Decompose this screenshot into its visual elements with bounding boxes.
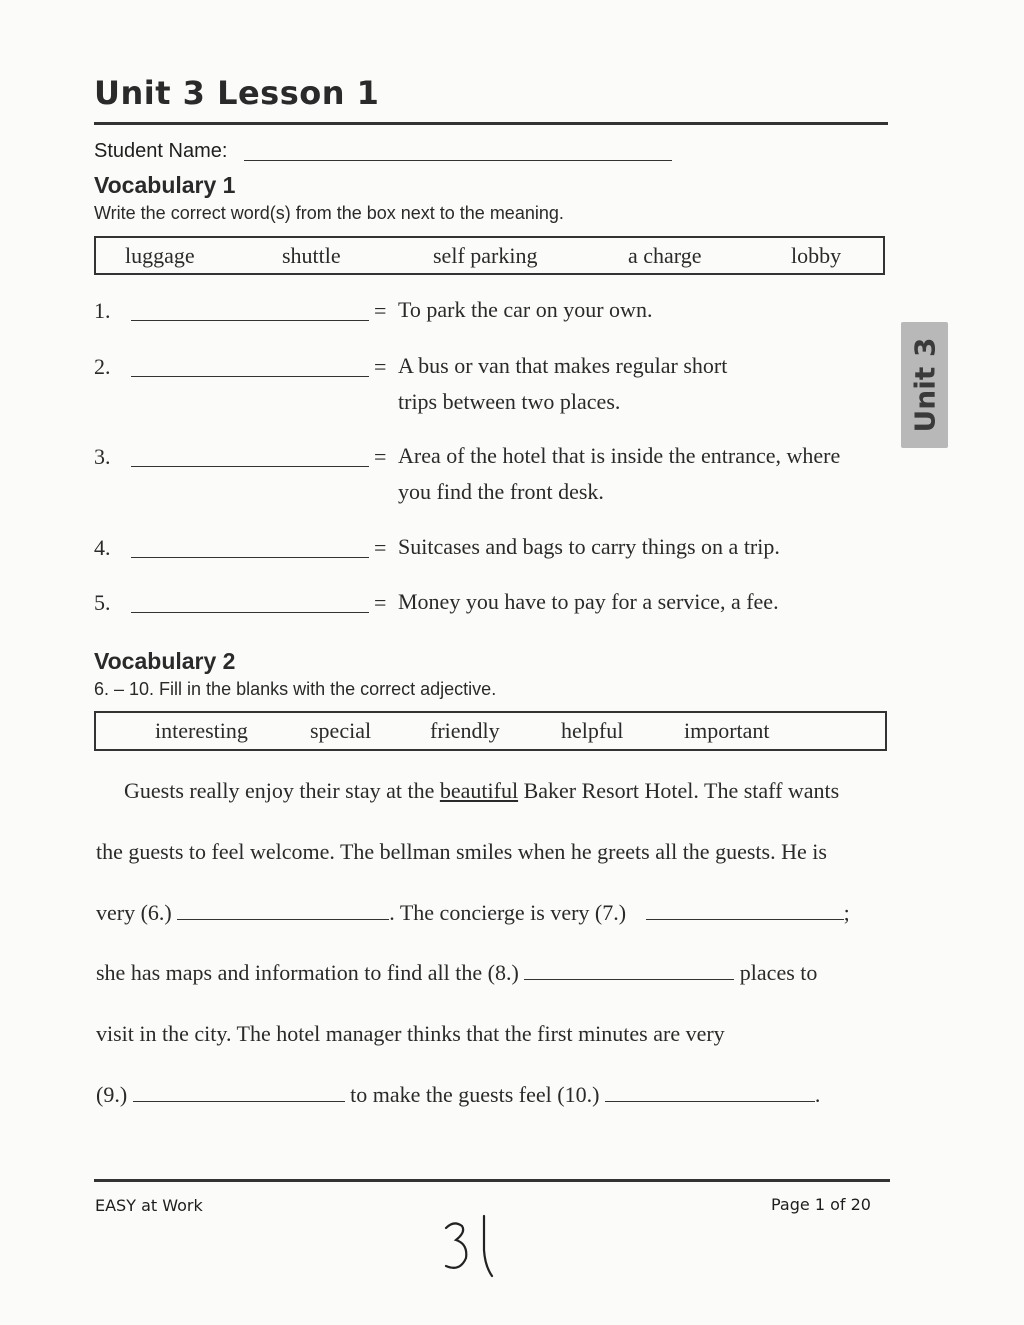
passage-text: . <box>814 1082 821 1107</box>
item-number: 1. <box>94 298 111 323</box>
item-definition: Money you have to pay for a service, a fee. <box>398 589 779 614</box>
passage-line <box>96 900 850 926</box>
word-box-item: self parking <box>433 243 538 268</box>
side-tab-label: Unit 3 <box>908 337 941 433</box>
word-box-item: special <box>310 718 372 743</box>
equals-sign: = <box>374 298 387 323</box>
word-box-item: helpful <box>561 718 624 743</box>
passage-line: the guests to feel welcome. The bellman smiles when he greets all the guests. He is <box>96 839 827 864</box>
answer-blank-6[interactable] <box>177 919 389 920</box>
answer-blank[interactable] <box>131 557 369 558</box>
passage-line: visit in the city. The hotel manager thinks that the first minutes are very <box>96 1021 725 1046</box>
item-definition: A bus or van that makes regular short trips between two places. <box>398 353 728 414</box>
answer-blank-10[interactable] <box>605 1101 815 1102</box>
word-box-item: a charge <box>628 243 702 268</box>
word-box-item: interesting <box>155 718 248 743</box>
item-number: 2. <box>94 354 111 379</box>
answer-blank[interactable] <box>131 376 369 377</box>
answer-blank[interactable] <box>131 466 369 467</box>
item-definition: Area of the hotel that is inside the entrance, where you find the front desk. <box>398 443 841 504</box>
item-definition: Suitcases and bags to carry things on a trip. <box>398 534 780 559</box>
student-name-label: Student Name: <box>94 140 228 162</box>
word-box-item: friendly <box>430 718 500 743</box>
equals-sign: = <box>374 590 387 615</box>
answer-blank-7[interactable] <box>646 919 844 920</box>
handwritten-page-number <box>440 1210 510 1280</box>
passage-text: . The concierge is very (7.) <box>389 900 632 925</box>
passage-text: Baker Resort Hotel. The staff wants <box>518 778 840 803</box>
word-box-item: luggage <box>125 243 195 268</box>
passage-line <box>124 778 839 804</box>
answer-blank-8[interactable] <box>524 979 734 980</box>
passage-text: Guests really enjoy their stay at the <box>124 778 440 803</box>
vocab2-word-box <box>94 711 887 751</box>
equals-sign: = <box>374 444 387 469</box>
bottom-divider <box>94 1179 890 1182</box>
top-divider <box>94 122 888 125</box>
footer-publisher: EASY at Work <box>95 1196 203 1215</box>
answer-blank[interactable] <box>131 612 369 613</box>
vocab1-heading: Vocabulary 1 <box>94 172 236 198</box>
passage-text: ; <box>843 900 850 925</box>
passage-text: very (6.) <box>96 900 178 925</box>
passage-text: (9.) <box>96 1082 133 1107</box>
answer-blank-9[interactable] <box>133 1101 345 1102</box>
item-number: 4. <box>94 535 111 560</box>
passage-line <box>96 960 817 986</box>
vocab1-instruction: Write the correct word(s) from the box next to the meaning. <box>94 203 564 223</box>
passage-text: she has maps and information to find all the (8.) <box>96 960 525 985</box>
answer-blank[interactable] <box>131 320 369 321</box>
equals-sign: = <box>374 535 387 560</box>
word-box-item: shuttle <box>282 243 341 268</box>
item-definition: To park the car on your own. <box>398 297 653 322</box>
vocab2-instruction: 6. – 10. Fill in the blanks with the correct adjective. <box>94 679 497 699</box>
vocab1-word-box <box>94 236 885 275</box>
passage-text: to make the guests feel (10.) <box>344 1082 605 1107</box>
example-answer: beautiful <box>439 778 519 803</box>
word-box-item: lobby <box>791 243 842 268</box>
passage-text: places to <box>734 960 818 985</box>
passage-line <box>96 1082 820 1108</box>
equals-sign: = <box>374 354 387 379</box>
item-number: 3. <box>94 444 111 469</box>
word-box-item: important <box>684 718 770 743</box>
page-number: Page 1 of 20 <box>771 1195 871 1214</box>
item-number: 5. <box>94 590 111 615</box>
unit-side-tab <box>901 322 948 448</box>
student-name-field[interactable] <box>244 160 672 161</box>
vocab2-heading: Vocabulary 2 <box>94 648 236 674</box>
page-title: Unit 3 Lesson 1 <box>94 74 380 112</box>
